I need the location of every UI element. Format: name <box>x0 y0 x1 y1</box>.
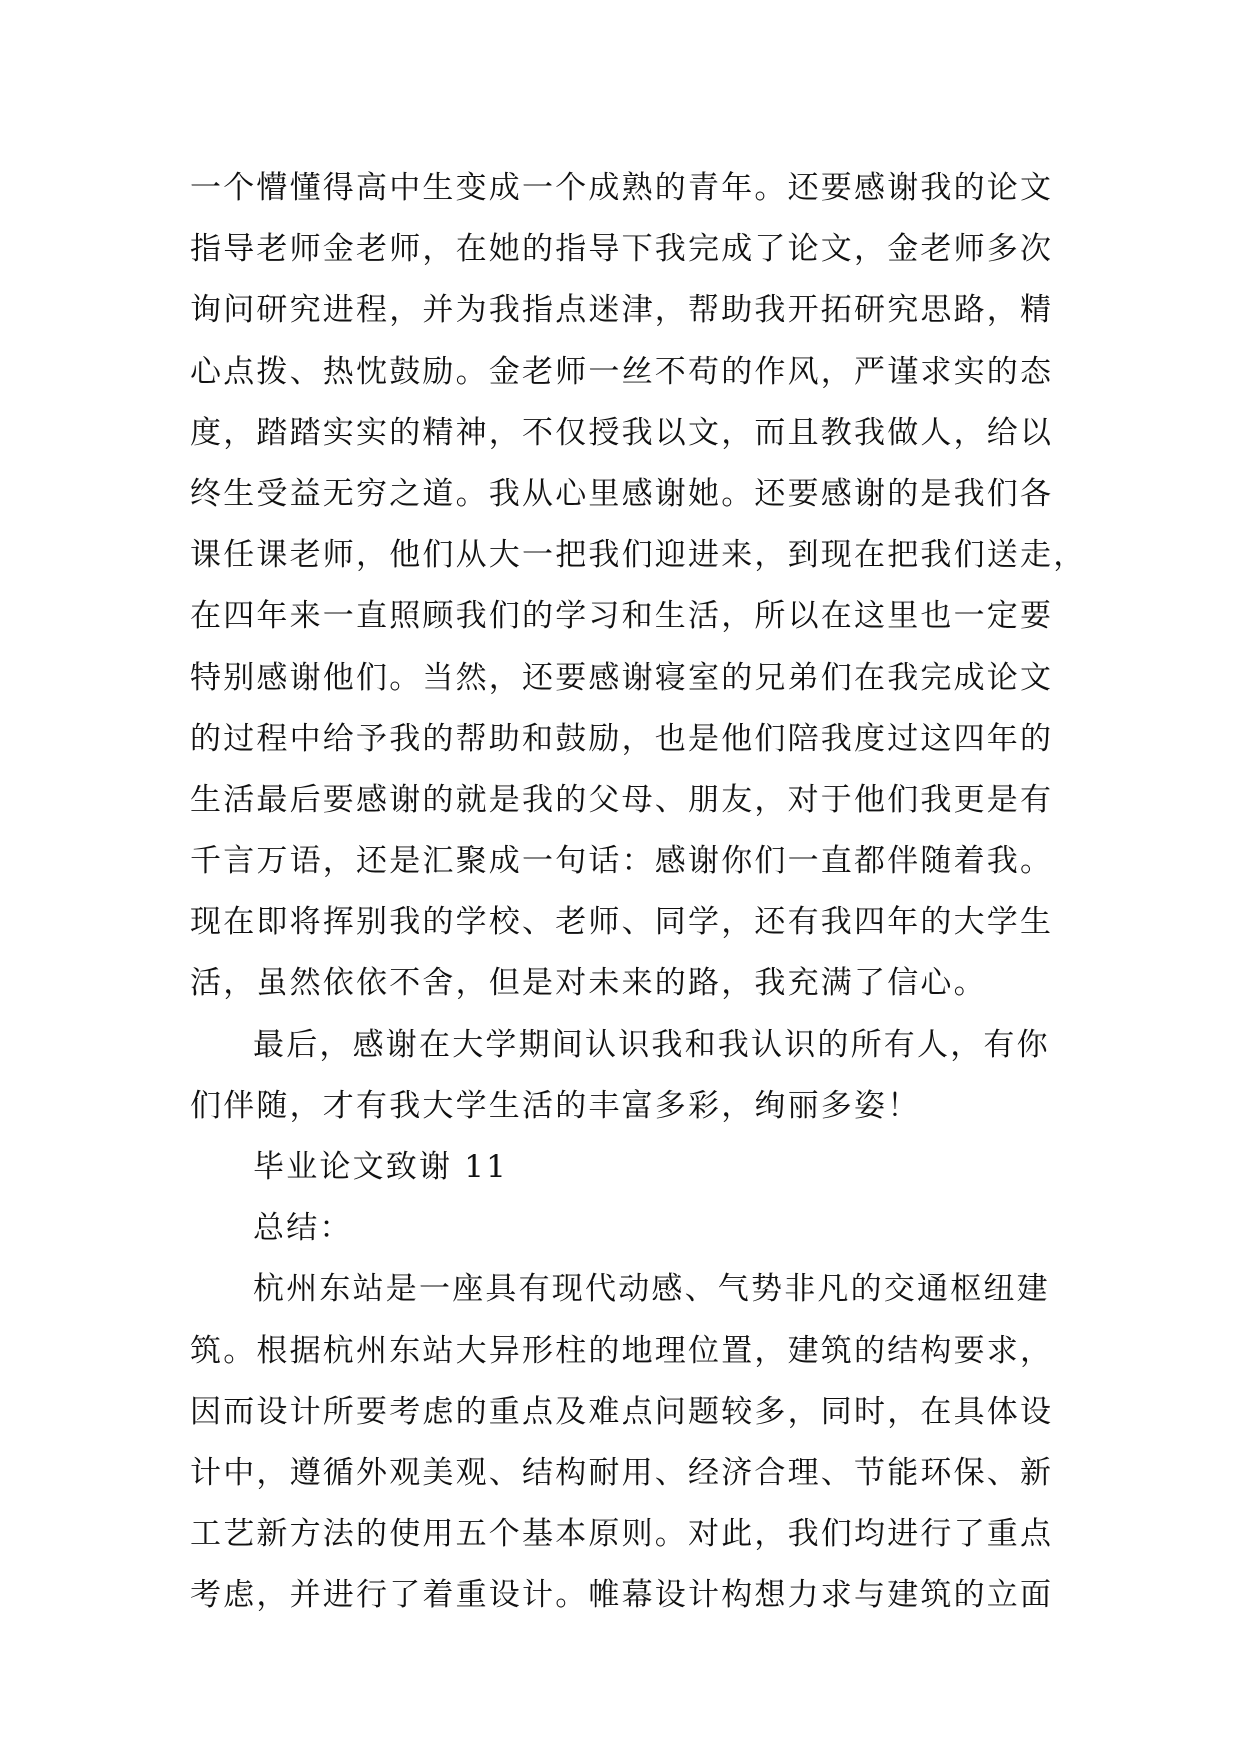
text-line: 计中，遵循外观美观、结构耐用、经济合理、节能环保、新 <box>190 1454 1054 1491</box>
paragraph-first-line: 杭州东站是一座具有现代动感、气势非凡的交通枢纽建 <box>253 1271 1050 1308</box>
text-line: 课任课老师，他们从大一把我们迎进来，到现在把我们送走， <box>190 537 1087 574</box>
text-line: 心点拨、热忱鼓励。金老师一丝不苟的作风，严谨求实的态 <box>190 353 1054 390</box>
text-line: 现在即将挥别我的学校、老师、同学，还有我四年的大学生 <box>190 904 1054 941</box>
text-line: 一个懵懂得高中生变成一个成熟的青年。还要感谢我的论文 <box>190 170 1054 206</box>
text-line: 在四年来一直照顾我们的学习和生活，所以在这里也一定要 <box>190 598 1054 635</box>
text-line: 询问研究进程，并为我指点迷津，帮助我开拓研究思路，精 <box>190 292 1054 329</box>
paragraph-first-line: 最后，感谢在大学期间认识我和我认识的所有人，有你 <box>253 1026 1050 1063</box>
document-body <box>190 158 1087 1627</box>
text-line: 千言万语，还是汇聚成一句话：感谢你们一直都伴随着我。 <box>190 843 1054 880</box>
text-line: 筑。根据杭州东站大异形柱的地理位置，建筑的结构要求， <box>190 1332 1054 1369</box>
text-line: 生活最后要感谢的就是我的父母、朋友，对于他们我更是有 <box>190 781 1054 818</box>
text-line: 指导老师金老师，在她的指导下我完成了论文，金老师多次 <box>190 231 1054 268</box>
text-line: 活，虽然依依不舍，但是对未来的路，我充满了信心。 <box>190 965 987 1002</box>
text-line: 们伴随，才有我大学生活的丰富多彩，绚丽多姿！ <box>190 1087 921 1124</box>
summary-label: 总结： <box>253 1210 353 1247</box>
section-heading: 毕业论文致谢 11 <box>253 1149 509 1185</box>
text-line: 度，踏踏实实的精神，不仅授我以文，而且教我做人，给以 <box>190 414 1054 451</box>
text-line: 终生受益无穷之道。我从心里感谢她。还要感谢的是我们各 <box>190 475 1054 512</box>
text-line: 考虑，并进行了着重设计。帷幕设计构想力求与建筑的立面 <box>190 1577 1054 1614</box>
text-line: 的过程中给予我的帮助和鼓励，也是他们陪我度过这四年的 <box>190 720 1054 757</box>
text-line: 工艺新方法的使用五个基本原则。对此，我们均进行了重点 <box>190 1516 1054 1553</box>
text-line: 因而设计所要考虑的重点及难点问题较多，同时，在具体设 <box>190 1393 1054 1430</box>
text-line: 特别感谢他们。当然，还要感谢寝室的兄弟们在我完成论文 <box>190 659 1054 696</box>
